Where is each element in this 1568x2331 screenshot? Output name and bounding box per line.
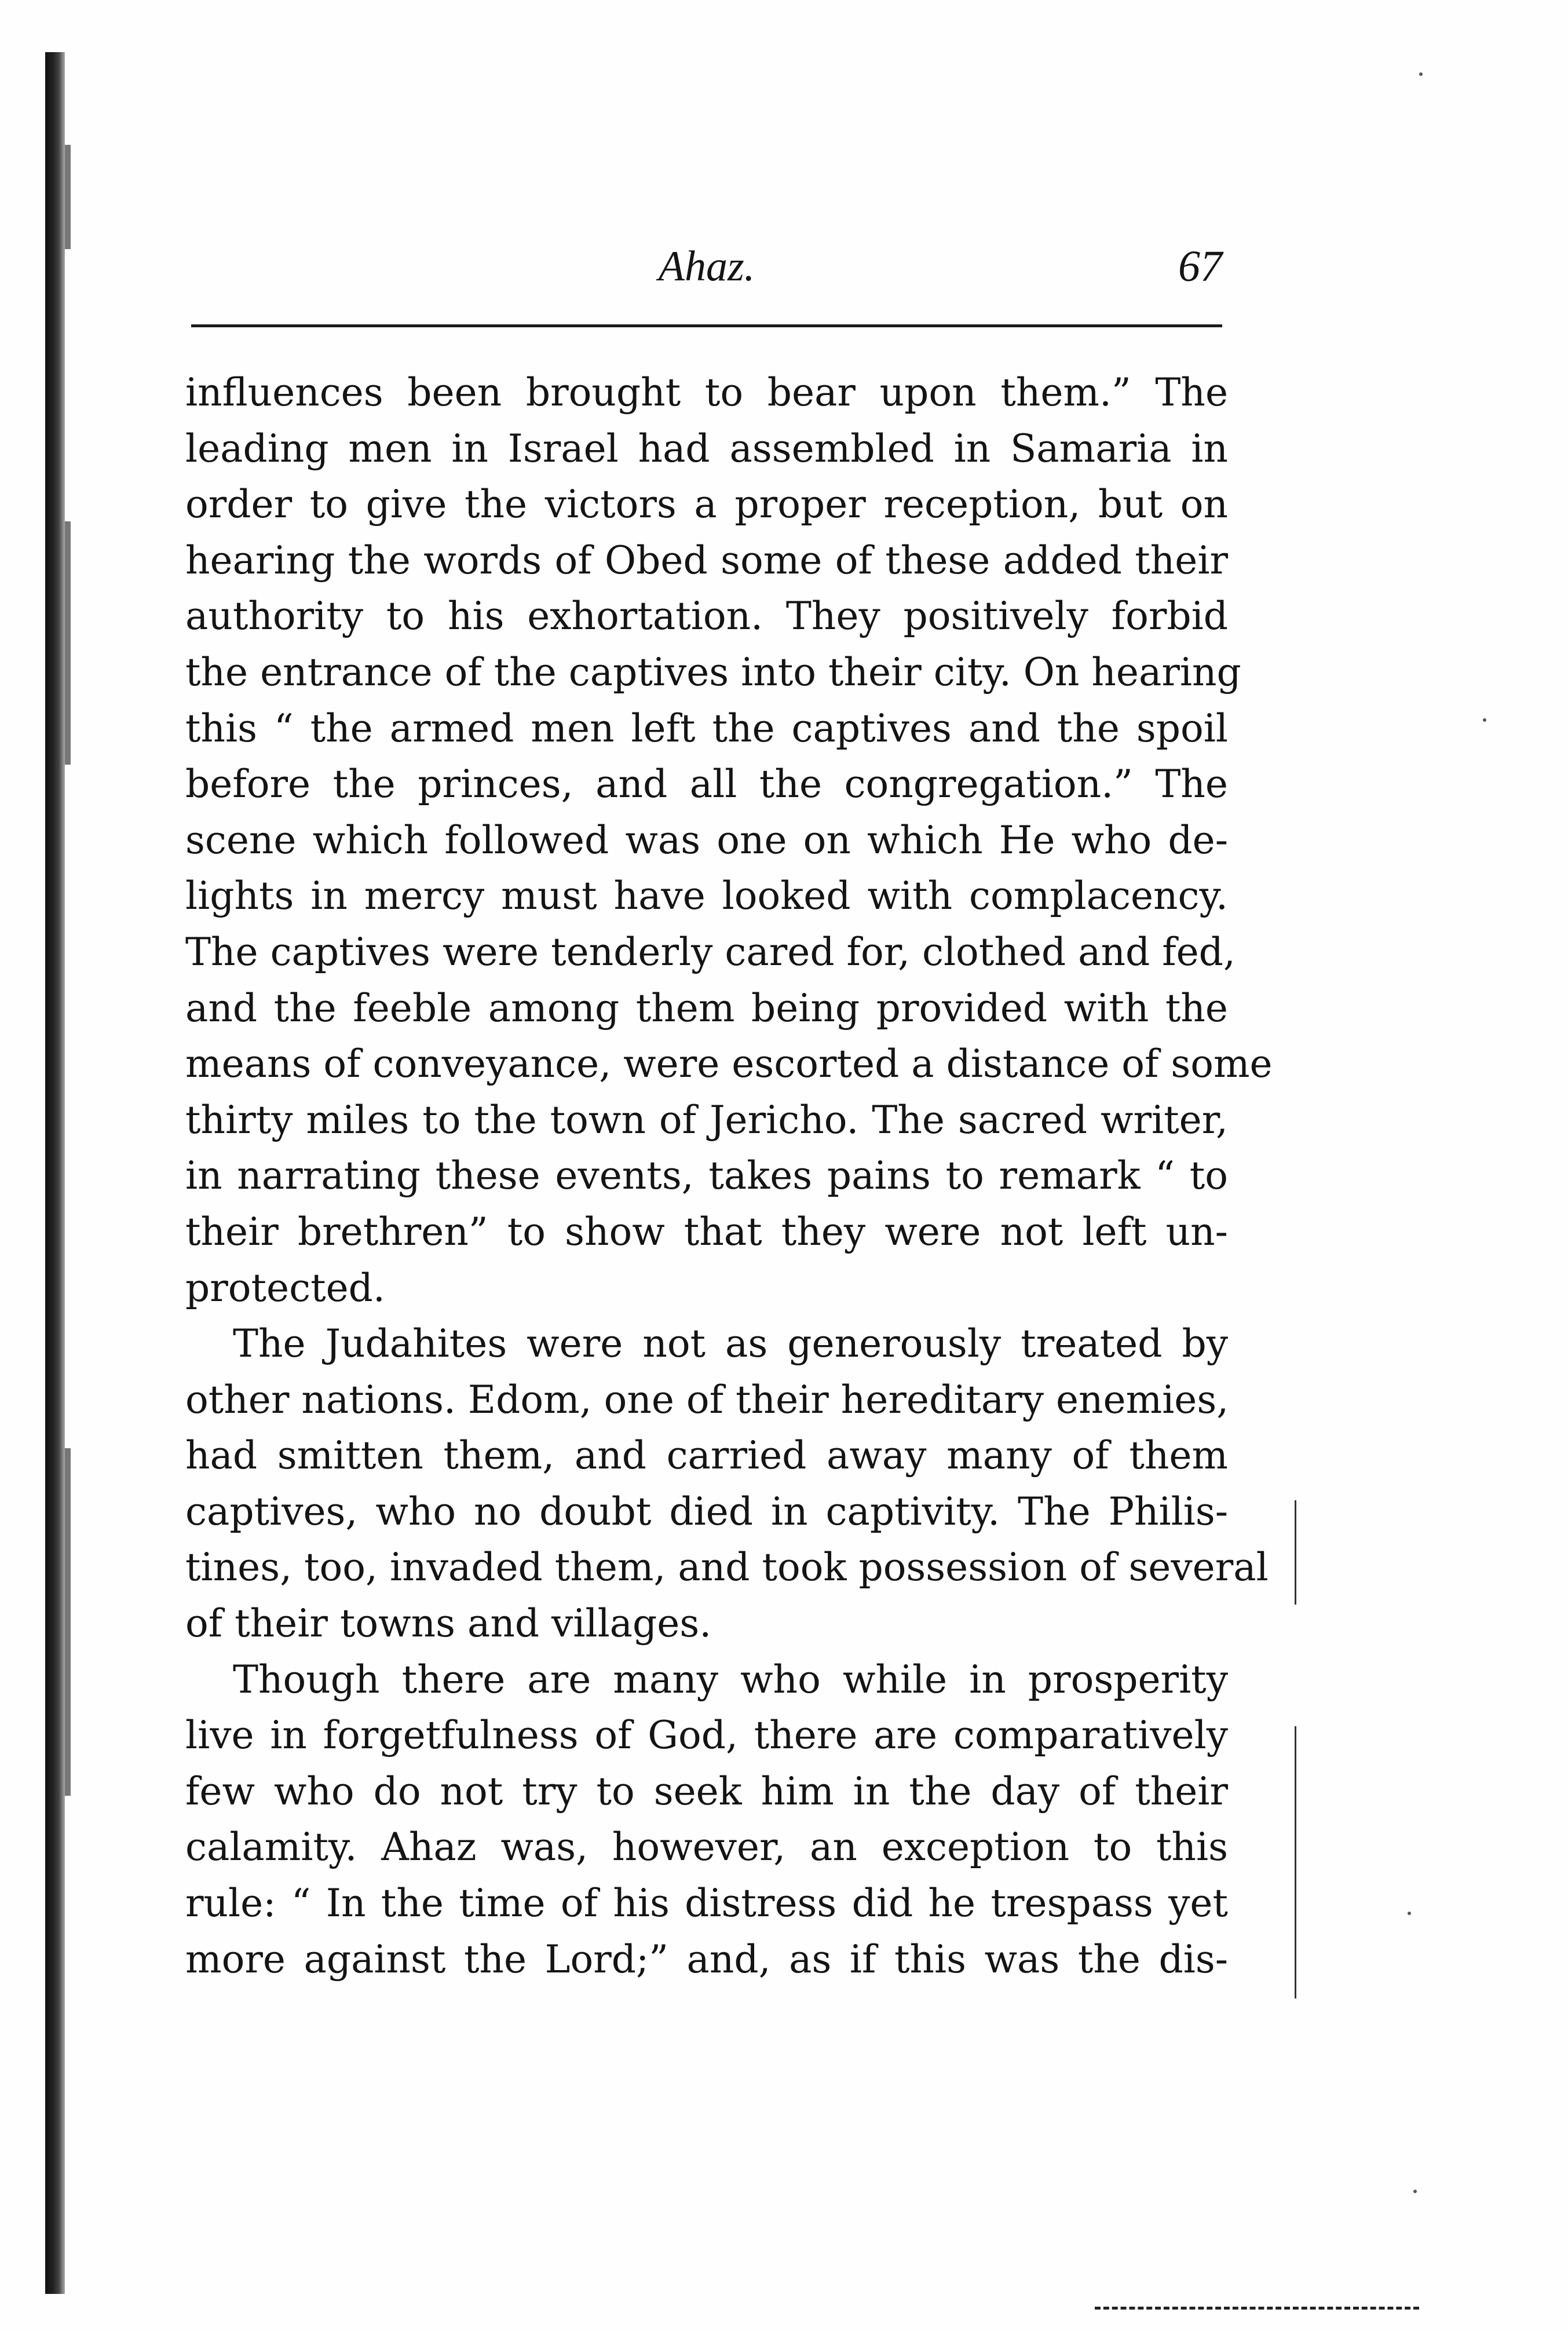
margin-mark <box>1295 1500 1296 1605</box>
header-rule <box>191 324 1222 327</box>
text-line: scene which followed was one on which He who de- <box>185 817 1228 863</box>
text-line: live in forgetfulness of God, there are comparatively <box>185 1713 1228 1758</box>
text-line: this “ the armed men left the captives and the spoil <box>185 706 1228 751</box>
text-line: leading men in Israel had assembled in Samaria in <box>185 426 1228 471</box>
text-line: protected. <box>185 1265 385 1310</box>
text-line: in narrating these events, takes pains to remark “ to <box>185 1153 1228 1199</box>
text-line: The captives were tenderly cared for, clothed and fed, <box>185 929 1236 974</box>
text-line: The Judahites were not as generously treated by <box>233 1321 1228 1367</box>
text-line: captives, who no doubt died in captivity. The Philis- <box>185 1489 1228 1534</box>
text-line: had smitten them, and carried away many of them <box>185 1433 1228 1478</box>
page-number: 67 <box>1178 242 1222 291</box>
text-line: calamity. Ahaz was, however, an exception to this <box>185 1825 1228 1870</box>
text-line: few who do not try to seek him in the day of their <box>185 1769 1228 1814</box>
text-line: tines, too, invaded them, and took possession of several <box>185 1545 1269 1590</box>
text-line: lights in mercy must have looked with complacency. <box>185 874 1228 919</box>
paragraph <box>185 1652 1228 1988</box>
scan-speck <box>1408 1912 1411 1915</box>
text-line: order to give the victors a proper reception, but on <box>185 482 1228 527</box>
bottom-scan-dashes <box>1095 2307 1419 2310</box>
scan-speck <box>1483 718 1486 722</box>
text-line: authority to his exhortation. They positively forbid <box>185 594 1228 639</box>
text-line: thirty miles to the town of Jericho. The sacred writer, <box>185 1097 1228 1142</box>
paragraph <box>185 365 1273 1316</box>
margin-mark <box>1295 1726 1296 1998</box>
text-line: before the princes, and all the congregation.” The <box>185 762 1228 807</box>
text-line: of their towns and villages. <box>185 1601 712 1646</box>
text-line: and the feeble among them being provided with the <box>185 985 1228 1031</box>
paragraph <box>185 1316 1269 1652</box>
text-line: other nations. Edom, one of their hereditary enemies, <box>185 1377 1229 1422</box>
text-line: hearing the words of Obed some of these added their <box>185 538 1228 583</box>
binding-shadow <box>65 1448 71 1796</box>
binding-shadow <box>65 145 71 249</box>
scan-speck <box>1419 72 1423 76</box>
body-text <box>185 365 1273 1987</box>
text-line: influences been brought to bear upon them.” The <box>185 370 1228 415</box>
binding-edge <box>45 52 65 2294</box>
text-line: means of conveyance, were escorted a distance of some <box>185 1042 1273 1087</box>
running-head <box>191 232 1222 301</box>
text-line: the entrance of the captives into their city. On hearing <box>185 649 1241 695</box>
binding-shadow <box>65 521 71 765</box>
scan-speck <box>1413 2190 1417 2193</box>
text-line: their brethren” to show that they were not left un- <box>185 1209 1228 1254</box>
text-line: rule: “ In the time of his distress did he trespass yet <box>185 1881 1228 1926</box>
text-line: Though there are many who while in prosperity <box>233 1657 1228 1702</box>
running-title: Ahaz. <box>658 243 755 290</box>
text-line: more against the Lord;” and, as if this was the dis- <box>185 1937 1228 1982</box>
